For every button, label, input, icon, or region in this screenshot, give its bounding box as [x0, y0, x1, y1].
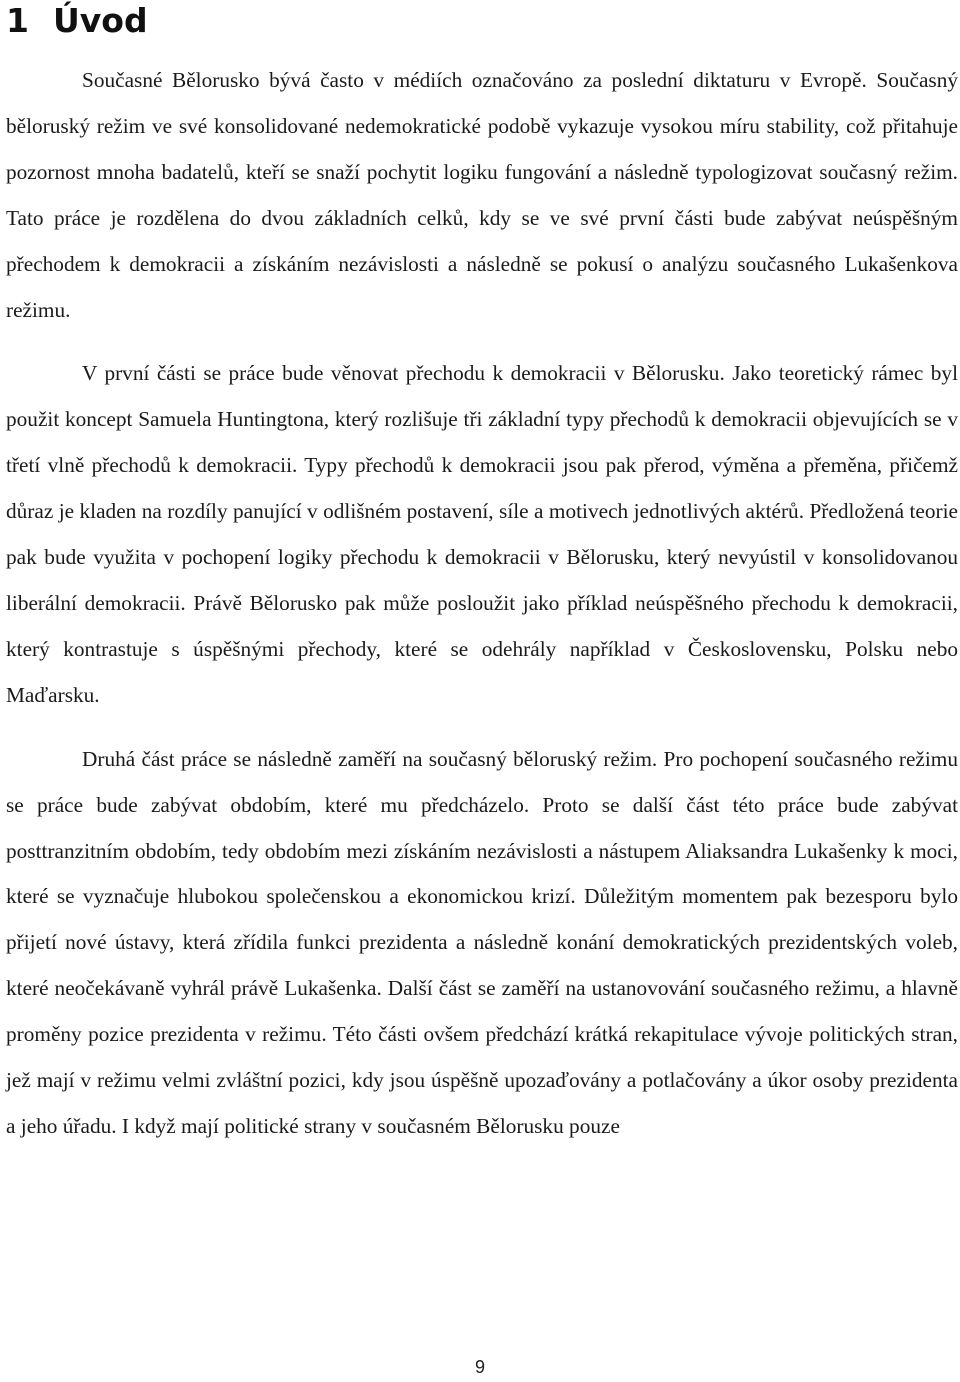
paragraph: V první části se práce bude věnovat přechodu k demokracii v Bělorusku. Jako teoretický rámec byl použit koncept Samuela Huntingtona, který rozlišuje tři základní typy přechodů k demokracii objevujících se v třetí vlně přechodů k demokracii. Typy přechodů k demokracii jsou pak přerod, výměna a přeměna, přičemž důraz je kladen na rozdíly panující v odlišném postavení, síle a motivech jednotlivých aktérů. Předložená teorie pak bude využita v pochopení logiky přechodu k demokracii v Bělorusku, který nevyústil v konsolidovanou liberální demokracii. Právě Bělorusko pak může posloužit jako příklad neúspěšného přechodu k demokracii, který kontrastuje s úspěšnými přechody, které se odehrály například v Československu, Polsku nebo Maďarsku. [6, 361, 958, 707]
body-text [6, 58, 958, 1150]
chapter-number: 1 [6, 1, 29, 40]
chapter-title: Úvod [52, 1, 148, 40]
page-number: 9 [474, 1357, 485, 1377]
paragraph: Druhá část práce se následně zaměří na současný běloruský režim. Pro pochopení současného režimu se práce bude zabývat obdobím, které mu předcházelo. Proto se další část této práce bude zabývat posttranzitním obdobím, tedy obdobím mezi získáním nezávislosti a nástupem Aliaksandra Lukašenky k moci, které se vyznačuje hlubokou společenskou a ekonomickou krizí. Důležitým momentem pak bezesporu bylo přijetí nové ústavy, která zřídila funkci prezidenta a následně konání demokratických prezidentských voleb, které neočekávaně vyhrál právě Lukašenka. Další část se zaměří na ustanovování současného režimu, a hlavně proměny pozice prezidenta v režimu. Této části ovšem předchází krátká rekapitulace vývoje politických stran, jež mají v režimu velmi zvláštní pozici, kdy jsou úspěšně upozaďovány a potlačovány a úkor osoby prezidenta a jeho úřadu. I když mají politické strany v současném Bělorusku pouze [6, 746, 958, 1138]
paragraph: Současné Bělorusko bývá často v médiích označováno za poslední diktaturu v Evropě. Současný běloruský režim ve své konsolidované nedemokratické podobě vykazuje vysokou míru stability, což přitahuje pozornost mnoha badatelů, kteří se snaží pochytit logiku fungování a následně typologizovat současný režim. Tato práce je rozdělena do dvou základních celků, kdy se ve své první části bude zabývat neúspěšným přechodem k demokracii a získáním nezávislosti a následně se pokusí o analýzu současného Lukašenkova režimu. [6, 68, 958, 322]
chapter-heading [6, 0, 148, 42]
